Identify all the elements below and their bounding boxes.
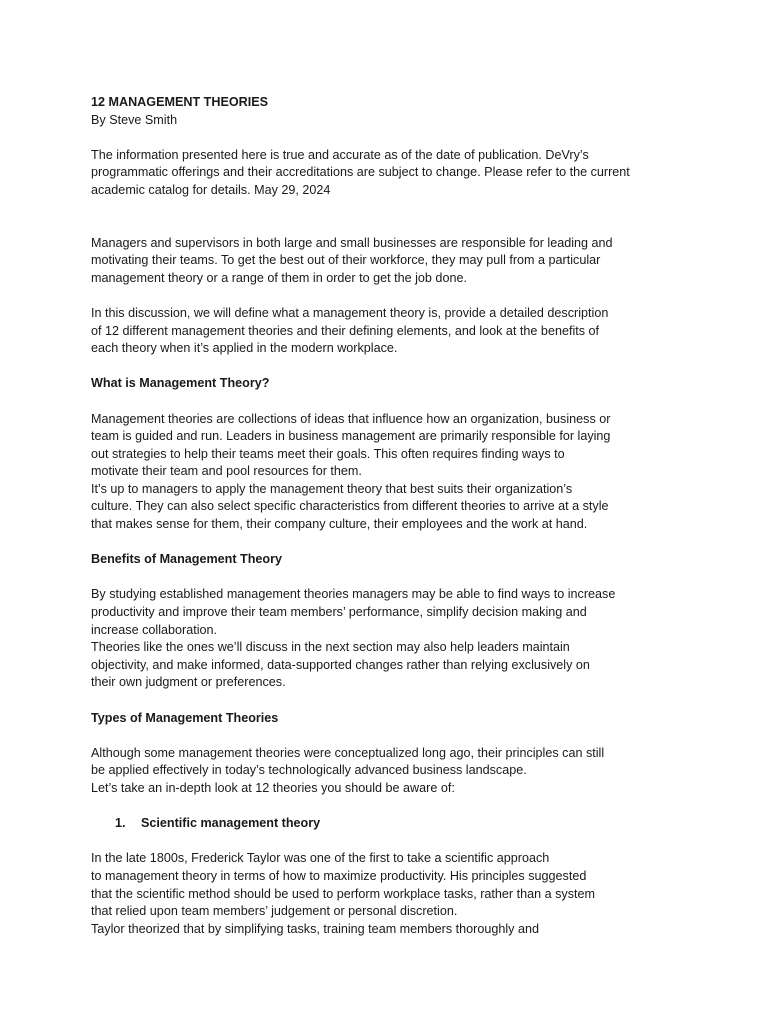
disclaimer-paragraph: [91, 147, 728, 200]
text-line: each theory when it’s applied in the modern workplace.: [91, 341, 398, 356]
list-item-scientific: [91, 815, 728, 833]
document-author: By Steve Smith: [91, 112, 178, 127]
section-heading-what: What is Management Theory?: [91, 376, 270, 391]
text-line: management theory or a range of them in order to get the job done.: [91, 270, 467, 285]
text-line: academic catalog for details. May 29, 2024: [91, 182, 331, 197]
section-heading-benefits: Benefits of Management Theory: [91, 552, 283, 567]
text-line: motivate their team and pool resources for them.: [91, 464, 362, 479]
intro-paragraph-1: [91, 235, 728, 288]
text-line: increase collaboration.: [91, 622, 218, 637]
intro-paragraph-2: [91, 305, 728, 358]
text-line: out strategies to help their teams meet their goals. This often requires finding ways to: [91, 446, 565, 461]
text-line: be applied effectively in today’s technologically advanced business landscape.: [91, 763, 527, 778]
text-line: Theories like the ones we’ll discuss in the next section may also help leaders maintain: [91, 640, 570, 655]
scientific-paragraph: [91, 850, 728, 938]
text-line: productivity and improve their team members’ performance, simplify decision making and: [91, 605, 587, 620]
text-line: It’s up to managers to apply the management theory that best suits their organization’s: [91, 481, 573, 496]
text-line: In this discussion, we will define what a management theory is, provide a detailed description: [91, 305, 609, 320]
text-line: In the late 1800s, Frederick Taylor was one of the first to take a scientific approach: [91, 851, 550, 866]
text-line: The information presented here is true and accurate as of the date of publication. DeVry’s: [91, 147, 589, 162]
types-paragraph: [91, 745, 728, 798]
text-line: motivating their teams. To get the best out of their workforce, they may pull from a particular: [91, 253, 601, 268]
text-line: that the scientific method should be used to perform workplace tasks, rather than a system: [91, 886, 596, 901]
section-heading-types: Types of Management Theories: [91, 710, 279, 725]
text-line: of 12 different management theories and their defining elements, and look at the benefits of: [91, 323, 600, 338]
text-line: By studying established management theories managers may be able to find ways to increase: [91, 587, 616, 602]
list-item-label: Scientific management theory: [141, 816, 321, 831]
what-paragraph: [91, 411, 728, 534]
text-line: Although some management theories were conceptualized long ago, their principles can still: [91, 745, 605, 760]
text-line: Taylor theorized that by simplifying tasks, training team members thoroughly and: [91, 921, 539, 936]
text-line: Managers and supervisors in both large and small businesses are responsible for leading and: [91, 235, 613, 250]
text-line: team is guided and run. Leaders in business management are primarily responsible for laying: [91, 429, 611, 444]
list-item-number: 1.: [115, 816, 126, 831]
document-title: 12 MANAGEMENT THEORIES: [91, 95, 269, 109]
text-line: programmatic offerings and their accreditations are subject to change. Please refer to the current: [91, 165, 630, 180]
text-line: Let’s take an in-depth look at 12 theories you should be aware of:: [91, 780, 455, 795]
text-line: culture. They can also select specific characteristics from different theories to arrive at a style: [91, 499, 609, 514]
text-line: Management theories are collections of ideas that influence how an organization, business or: [91, 411, 611, 426]
text-line: their own judgment or preferences.: [91, 675, 286, 690]
text-line: that relied upon team members’ judgement or personal discretion.: [91, 904, 458, 919]
benefits-paragraph: [91, 586, 728, 692]
text-line: that makes sense for them, their company culture, their employees and the work at hand.: [91, 517, 588, 532]
text-line: to management theory in terms of how to maximize productivity. His principles suggested: [91, 868, 587, 883]
text-line: objectivity, and make informed, data-supported changes rather than relying exclusively on: [91, 657, 590, 672]
